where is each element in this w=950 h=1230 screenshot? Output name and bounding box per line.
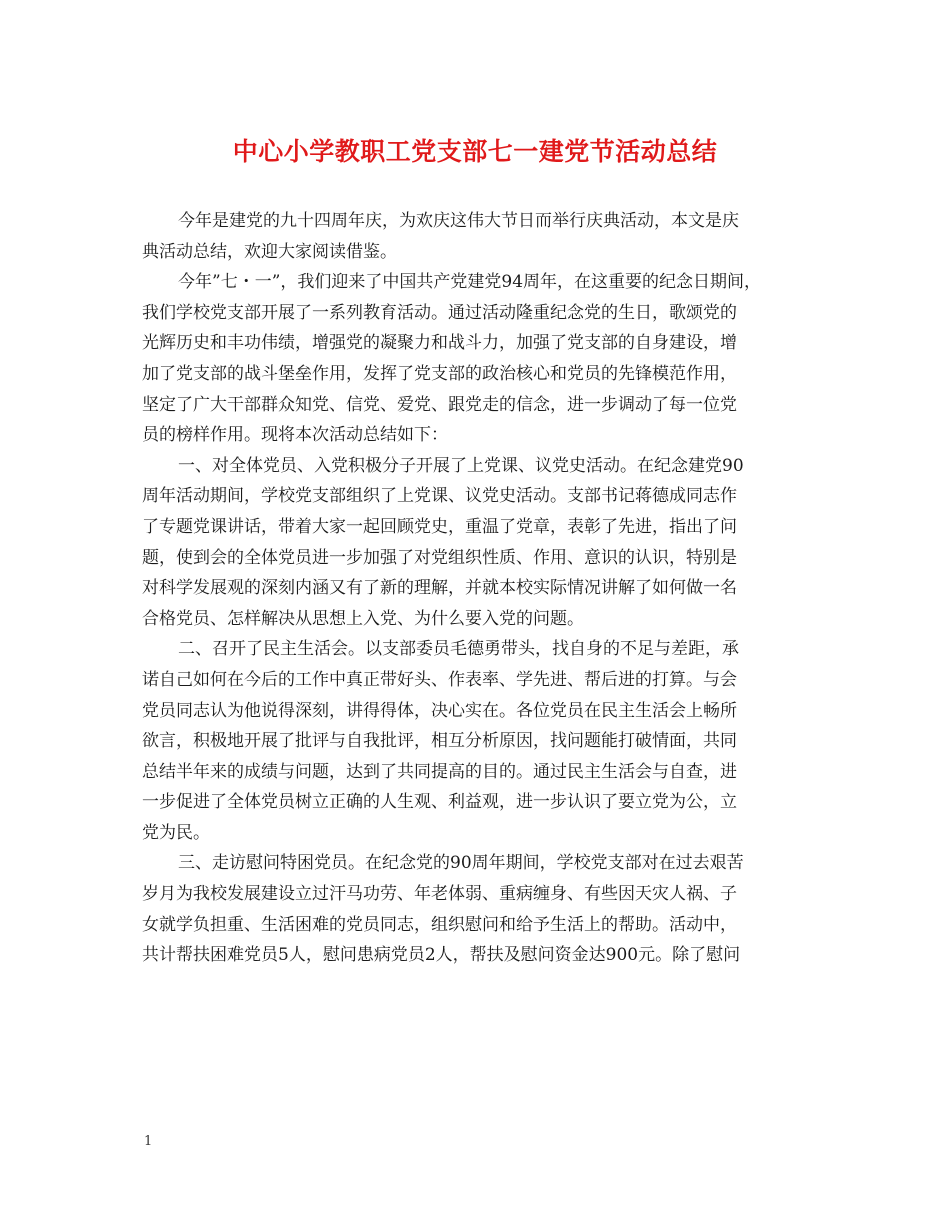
- text-line: 二、召开了民主生活会。以支部委员毛德勇带头，找自身的不足与差距，承: [178, 639, 739, 660]
- text-line: 三、走访慰问特困党员。在纪念党的90周年期间，学校党支部对在过去艰苦: [178, 853, 744, 874]
- text-line: 女就学负担重、生活困难的党员同志，组织慰问和给予生活上的帮助。活动中，: [142, 914, 737, 935]
- text-line: 党为民。: [142, 822, 210, 843]
- paragraph-section-1: [142, 451, 822, 635]
- text-line: 一、对全体党员、入党积极分子开展了上党课、议党史活动。在纪念建党90: [178, 455, 744, 476]
- text-line: 诺自己如何在今后的工作中真正带好头、作表率、学先进、帮后进的打算。与会: [142, 669, 737, 690]
- text-line: 岁月为我校发展建设立过汗马功劳、年老体弱、重病缠身、有些因天灾人祸、子: [142, 884, 737, 905]
- text-line: 今年”七・一”，我们迎来了中国共产党建党94周年，在这重要的纪念日期间，: [178, 272, 762, 293]
- text-line: 周年活动期间，学校党支部组织了上党课、议党史活动。支部书记蒋德成同志作: [142, 486, 737, 507]
- paragraph-intro: [142, 206, 822, 267]
- text-line: 对科学发展观的深刻内涵又有了新的理解，并就本校实际情况讲解了如何做一名: [142, 578, 737, 599]
- text-line: 加了党支部的战斗堡垒作用，发挥了党支部的政治核心和党员的先锋模范作用，: [142, 363, 737, 384]
- page-number: 1: [144, 1134, 153, 1149]
- text-line: 题，使到会的全体党员进一步加强了对党组织性质、作用、意识的认识，特别是: [142, 547, 737, 568]
- document-body: [142, 206, 822, 971]
- text-line: 共计帮扶困难党员5人，慰问患病党员2人，帮扶及慰问资金达900元。除了慰问: [142, 945, 741, 966]
- text-line: 总结半年来的成绩与问题，达到了共同提高的目的。通过民主生活会与自查，进: [142, 761, 737, 782]
- paragraph-section-3: [142, 848, 822, 970]
- document-title: 中心小学教职工党支部七一建党节活动总结: [232, 137, 718, 166]
- paragraph-section-2: [142, 634, 822, 848]
- paragraph-overview: [142, 267, 822, 451]
- text-line: 典活动总结，欢迎大家阅读借鉴。: [142, 241, 397, 262]
- text-line: 党员同志认为他说得深刻，讲得得体，决心实在。各位党员在民主生活会上畅所: [142, 700, 737, 721]
- text-line: 合格党员、怎样解决从思想上入党、为什么要入党的问题。: [142, 608, 584, 629]
- text-line: 了专题党课讲话，带着大家一起回顾党史，重温了党章，表彰了先进，指出了问: [142, 516, 737, 537]
- text-line: 员的榜样作用。现将本次活动总结如下：: [142, 425, 448, 446]
- text-line: 欲言，积极地开展了批评与自我批评，相互分析原因，找问题能打破情面，共同: [142, 731, 737, 752]
- text-line: 一步促进了全体党员树立正确的人生观、利益观，进一步认识了要立党为公，立: [142, 792, 737, 813]
- text-line: 今年是建党的九十四周年庆，为欢庆这伟大节日而举行庆典活动，本文是庆: [178, 211, 739, 231]
- text-line: 坚定了广大干部群众知党、信党、爱党、跟党走的信念，进一步调动了每一位党: [142, 394, 737, 415]
- text-line: 我们学校党支部开展了一系列教育活动。通过活动隆重纪念党的生日，歌颂党的: [142, 302, 737, 323]
- text-line: 光辉历史和丰功伟绩，增强党的凝聚力和战斗力，加强了党支部的自身建设，增: [142, 333, 737, 354]
